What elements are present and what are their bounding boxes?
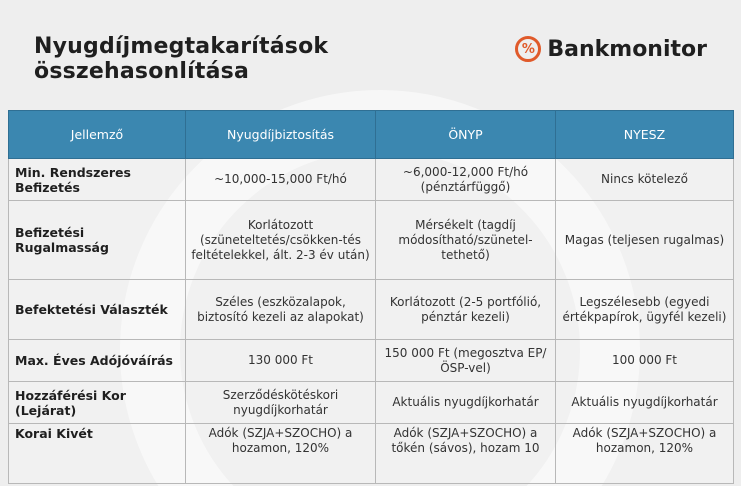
table-cell: Aktuális nyugdíjkorhatár [376,382,556,424]
table-cell: Adók (SZJA+SZOCHO) a tőkén (sávos), hozam 10 [376,424,556,484]
table-cell: 130 000 Ft [186,340,376,382]
table-cell: Aktuális nyugdíjkorhatár [556,382,734,424]
comparison-table [8,110,734,484]
table-cell: Korlátozott (szüneteltetés/csökken-tés feltételekkel, ált. 2-3 év után) [186,201,376,280]
table-cell: 100 000 Ft [556,340,734,382]
row-label: Befizetési Rugalmasság [9,201,186,280]
page-title-line-2: összehasonlítása [34,59,249,84]
table-cell: ~10,000-15,000 Ft/hó [186,159,376,201]
page-header [0,0,741,110]
table-cell: Széles (eszközalapok, biztosító kezeli az alapokat) [186,280,376,340]
row-label: Min. Rendszeres Befizetés [9,159,186,201]
table-row [9,280,734,340]
column-header-onyp: ÖNYP [376,111,556,159]
table-cell: Legszélesebb (egyedi értékpapírok, ügyfél kezeli) [556,280,734,340]
table-cell: Korlátozott (2-5 portfólió, pénztár kezeli) [376,280,556,340]
row-label: Korai Kivét [9,424,186,484]
table-header-row [9,111,734,159]
table-cell: ~6,000-12,000 Ft/hó (pénztárfüggő) [376,159,556,201]
row-label: Hozzáférési Kor (Lejárat) [9,382,186,424]
percent-icon: % [515,36,541,62]
table-cell: Adók (SZJA+SZOCHO) a hozamon, 120% [556,424,734,484]
table-row [9,340,734,382]
page-title [34,34,454,84]
table-cell: Magas (teljesen rugalmas) [556,201,734,280]
table-row [9,201,734,280]
table-row [9,382,734,424]
table-row [9,424,734,484]
column-header-nyesz: NYESZ [556,111,734,159]
row-label: Max. Éves Adójóváírás [9,340,186,382]
page-title-line-1: Nyugdíjmegtakarítások [34,34,329,59]
table-cell: Szerződéskötéskori nyugdíjkorhatár [186,382,376,424]
brand-name: Bankmonitor [547,36,707,62]
table-cell: 150 000 Ft (megosztva EP/ÖSP-vel) [376,340,556,382]
brand-logo [515,34,707,64]
table-cell: Adók (SZJA+SZOCHO) a hozamon, 120% [186,424,376,484]
row-label: Befektetési Választék [9,280,186,340]
column-header-jellemzo: Jellemző [9,111,186,159]
table-cell: Nincs kötelező [556,159,734,201]
column-header-nyugdijbiztositas: Nyugdíjbiztosítás [186,111,376,159]
table-row [9,159,734,201]
table-cell: Mérsékelt (tagdíj módosítható/szünetel-tethető) [376,201,556,280]
